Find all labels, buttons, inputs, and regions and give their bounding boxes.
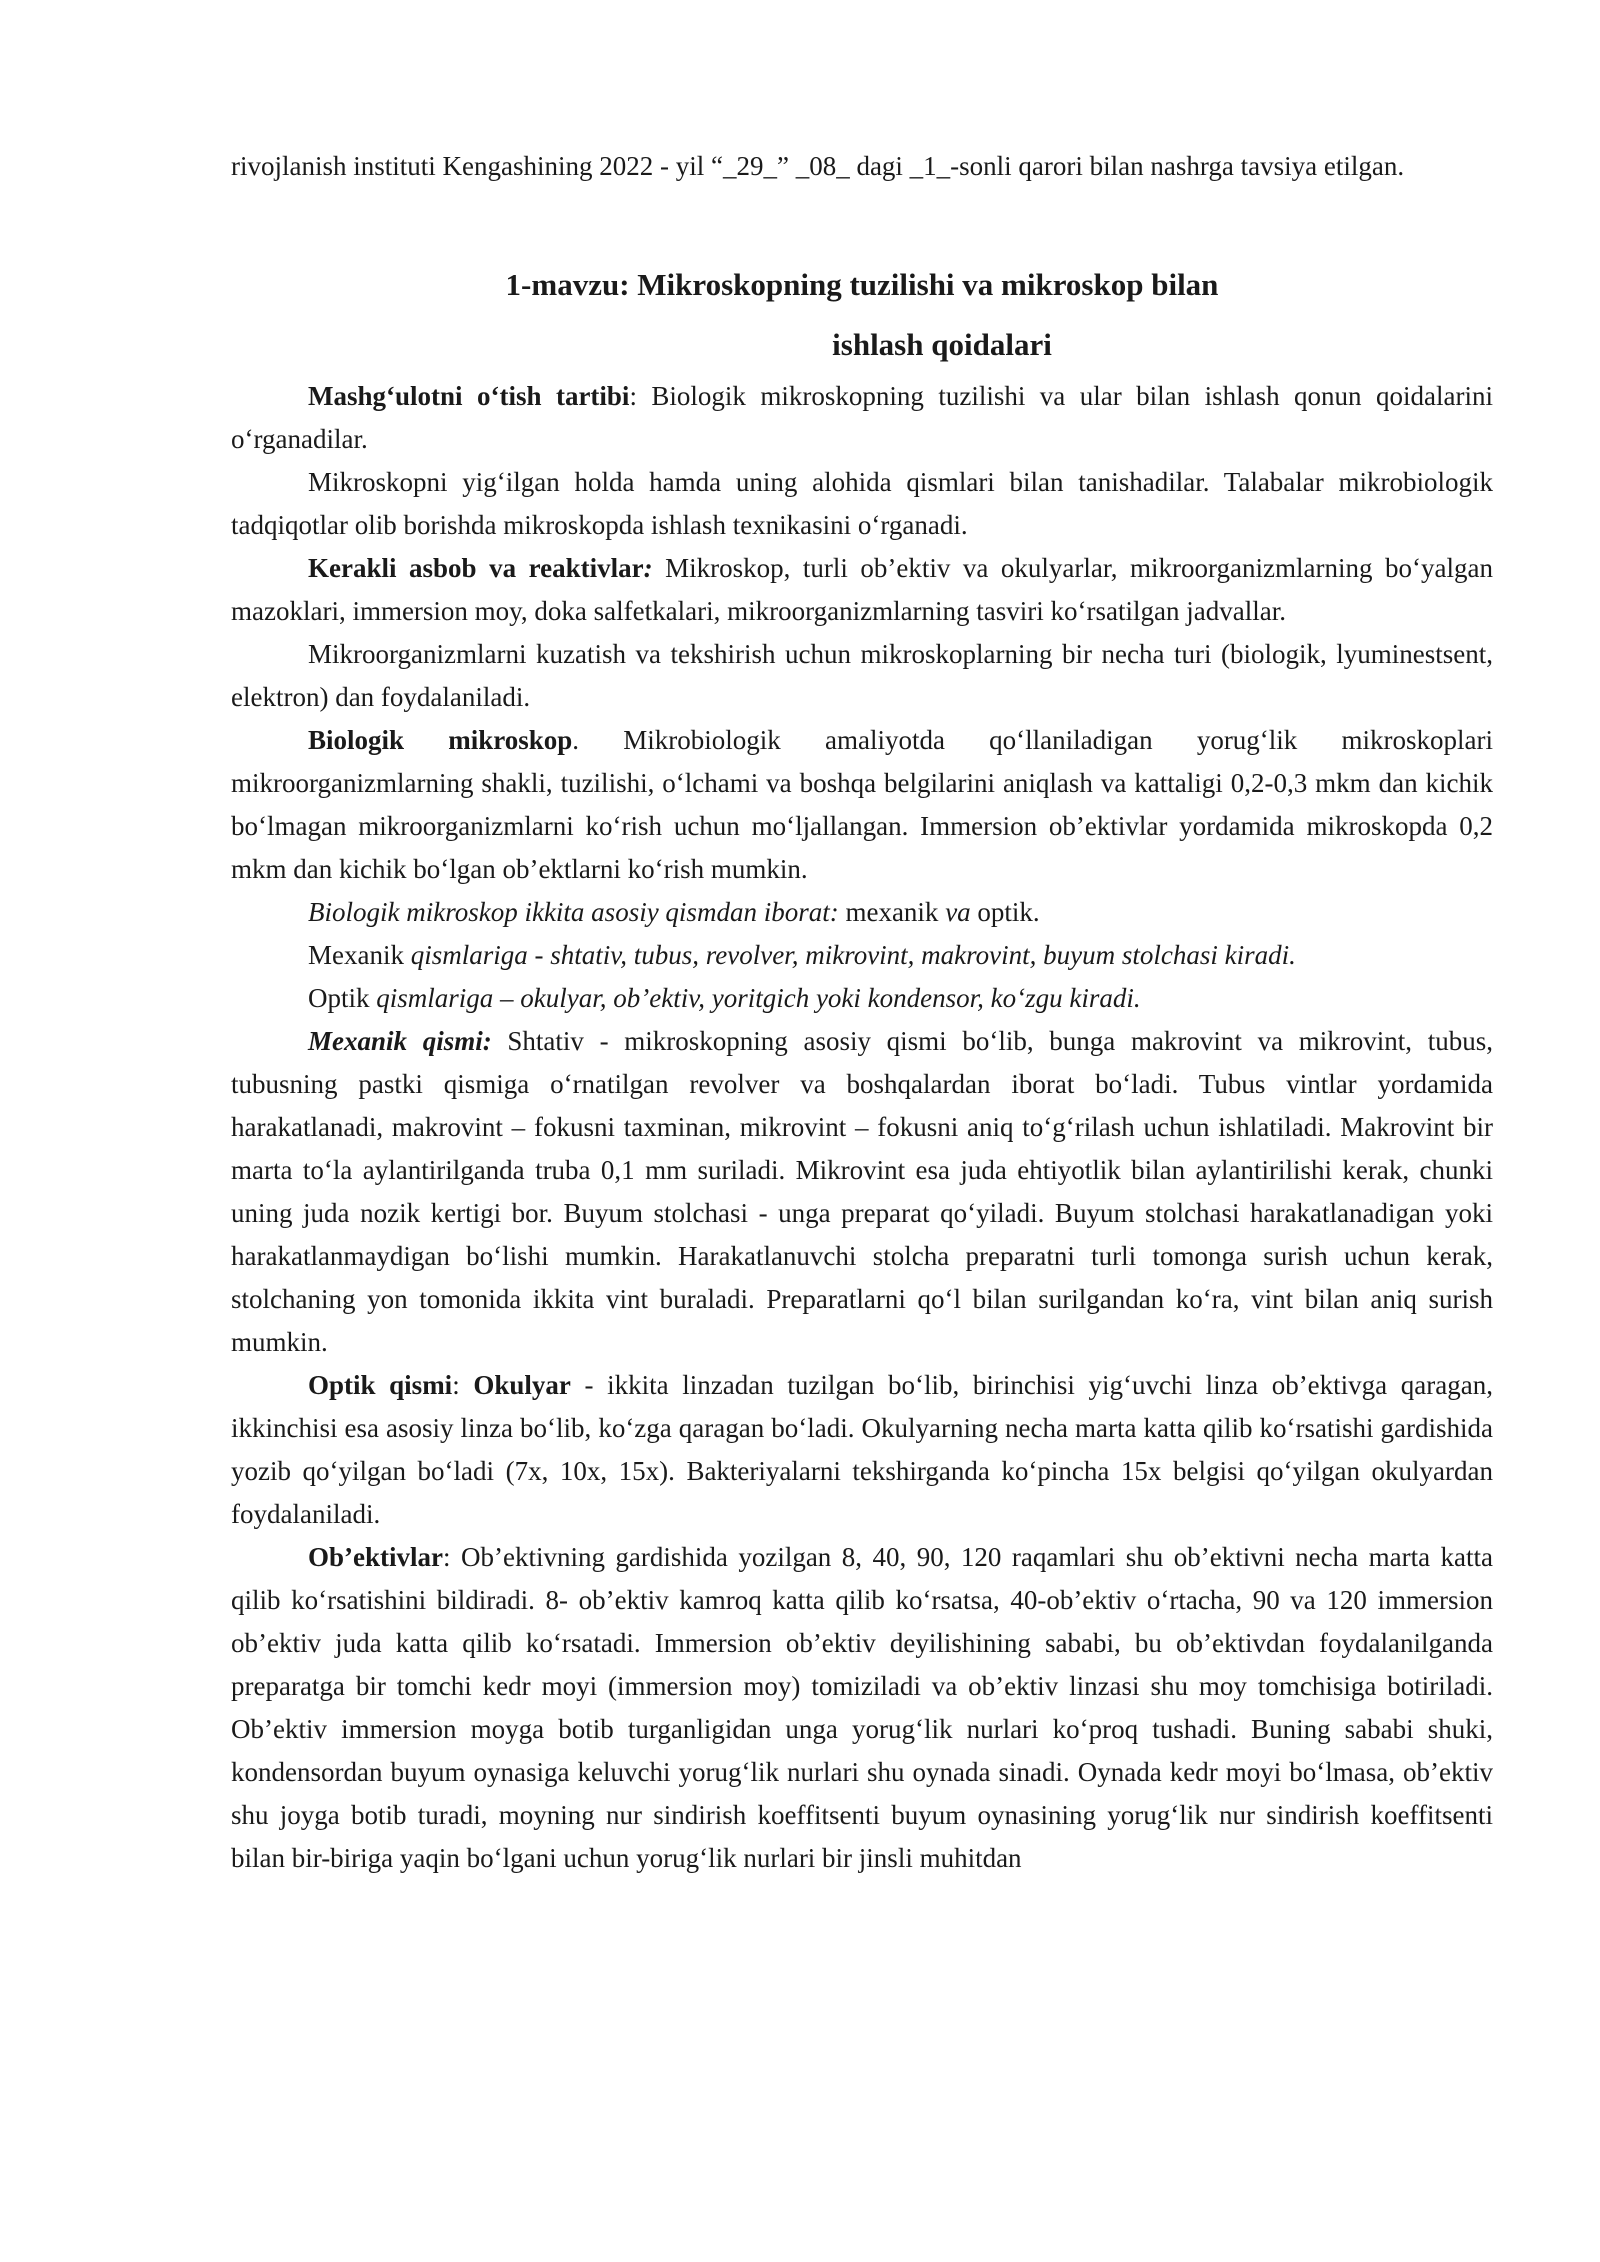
paragraph-optical-parts [231,977,1493,1020]
paragraph-biological-microscope [231,719,1493,891]
paragraph-lesson-order [231,375,1493,461]
objectives-text: : Ob’ektivning gardishida yozilgan 8, 40, 90, 120 raqamlari shu ob’ektivni necha marta katta qilib ko‘rsatishini bildiradi. 8- ob’ektiv kamroq katta qilib ko‘rsatsa, 40-ob’ektiv o‘rtacha, 90 va 120 immersion ob’ektiv juda katta qilib ko‘rsatadi. Immersion ob’ektiv deyilishining sababi, bu ob’ektivdan foydalanilganda preparatga bir tomchi kedr moyi (immersion moy) tomiziladi va ob’ektiv linzasi shu moy tomchisiga botiriladi. Ob’ektiv immersion moyga botib turganligidan unga yorug‘lik nurlari ko‘proq tushadi. Buning sababi shuki, kondensordan buyum oynasiga keluvchi yorug‘lik nurlari shu oynada sinadi. Oynada kedr moyi bo‘lmasa, ob’ektiv shu joyga botib turadi, moyning nur sindirish koeffitsenti buyum oynasining yorug‘lik nur sindirish koeffitsenti bilan bir-biriga yaqin bo‘lgani uchun yorug‘lik nurlari bir jinsli muhitdan [231,1542,1493,1873]
topic-title-line1: 1-mavzu: Mikroskopning tuzilishi va mikroskop bilan [505,267,1219,302]
mechanical-parts-list: qismlariga - shtativ, tubus, revolver, mikrovint, makrovint, buyum stolchasi kiradi. [410,940,1296,970]
optical-parts-list: qismlariga – okulyar, ob’ektiv, yoritgich yoki kondensor, ko‘zgu kiradi. [376,983,1141,1013]
paragraph-microscope-types: Mikroorganizmlarni kuzatish va tekshirish uchun mikroskoplarning bir necha turi (biologik, lyuminestsent, elektron) dan foydalaniladi. [231,639,1493,712]
optical-section-colon: : [452,1370,474,1400]
mechanical-section-heading: Mexanik qismi: [308,1026,492,1056]
document-body [231,147,1493,1880]
main-parts-italic: Biologik mikroskop ikkita asosiy qismdan iborat: [308,897,839,927]
paragraph-mechanical-section [231,1020,1493,1364]
mechanical-parts-lead: Mexanik [308,940,411,970]
equipment-text: Mikroskop, turli ob’ektiv va okulyarlar, mikroorganizmlarning bo‘yalgan mazoklari, immersion moy, doka salfetkalari, mikroorganizmlarning tasviri ko‘rsatilgan jadvallar. [231,553,1493,626]
optical-section-heading: Optik qismi [308,1370,453,1400]
optical-parts-lead: Optik [308,983,377,1013]
eyepiece-heading: Okulyar [473,1370,571,1400]
lesson-order-text: : Biologik mikroskopning tuzilishi va ular bilan ishlash qonun qoidalarini o‘rganadilar. [231,381,1493,454]
paragraph-optical-section [231,1364,1493,1536]
mechanical-section-text: Shtativ - mikroskopning asosiy qismi bo‘lib, bunga makrovint va mikrovint, tubus, tubusning pastki qismiga o‘rnatilgan revolver va boshqalardan iborat bo‘ladi. Tubus vintlar yordamida harakatlanadi, makrovint – fokusni taxminan, mikrovint – fokusni aniq to‘g‘rilash uchun ishlatiladi. Makrovint bir marta to‘la aylantirilganda truba 0,1 mm suriladi. Mikrovint esa juda ehtiyotlik bilan aylantirilishi kerak, chunki uning juda nozik kertigi bor. Buyum stolchasi - unga preparat qo‘yiladi. Buyum stolchasi harakatlanadigan yoki harakatlanmaydigan bo‘lishi mumkin. Harakatlanuvchi stolcha preparatni turli tomonga surish uchun kerak, stolchaning yon tomonida ikkita vint buraladi. Preparatlarni qo‘l bilan surilgandan ko‘ra, vint bilan aniq surish mumkin. [231,1026,1493,1357]
paragraph-mechanical-parts [231,934,1493,977]
biological-microscope-heading: Biologik mikroskop [308,725,573,755]
biological-microscope-text: . Mikrobiologik amaliyotda qo‘llaniladigan yorug‘lik mikroskoplari mikroorganizmlarning shakli, tuzilishi, o‘lchami va boshqa belgilarini aniqlash va kattaligi 0,2-0,3 mkm dan kichik bo‘lmagan mikroorganizmlarni ko‘rish uchun mo‘ljallangan. Immersion ob’ektivlar yordamida mikroskopda 0,2 mkm dan kichik bo‘lgan ob’ektlarni ko‘rish mumkin. [231,725,1493,884]
paragraph-assembly: Mikroskopni yig‘ilgan holda hamda uning alohida qismlari bilan tanishadilar. Talabalar mikrobiologik tadqiqotlar olib borishda mikroskopda ishlash texnikasini o‘rganadi. [231,467,1493,540]
main-parts-text2: optik. [970,897,1040,927]
topic-title-line2: ishlash qoidalari [832,327,1052,362]
main-parts-text1: mexanik [838,897,946,927]
eyepiece-text: - ikkita linzadan tuzilgan bo‘lib, birinchisi yig‘uvchi linza ob’ektivga qaragan, ikkinchisi esa asosiy linza bo‘lib, ko‘zga qaragan bo‘ladi. Okulyarning necha marta katta qilib ko‘rsatishi gardishida yozib qo‘yilgan bo‘ladi (7x, 10x, 15x). Bakteriyalarni tekshirganda ko‘pincha 15x belgisi qo‘yilgan okulyardan foydalaniladi. [231,1370,1493,1529]
paragraph-objectives [231,1536,1493,1880]
paragraph-main-parts [231,891,1493,934]
objectives-heading: Ob’ektivlar [308,1542,443,1572]
equipment-heading: Kerakli asbob va reaktivlar [308,553,644,583]
approval-note: rivojlanish instituti Kengashining 2022 - yil “_29_” _08_ dagi _1_-sonli qarori bilan nashrga tavsiya etilgan. [231,151,1405,181]
main-parts-italic2: va [945,897,971,927]
equipment-colon: : [643,553,653,583]
paragraph-equipment [231,547,1493,633]
lesson-order-heading: Mashg‘ulotni o‘tish tartibi [308,381,630,411]
